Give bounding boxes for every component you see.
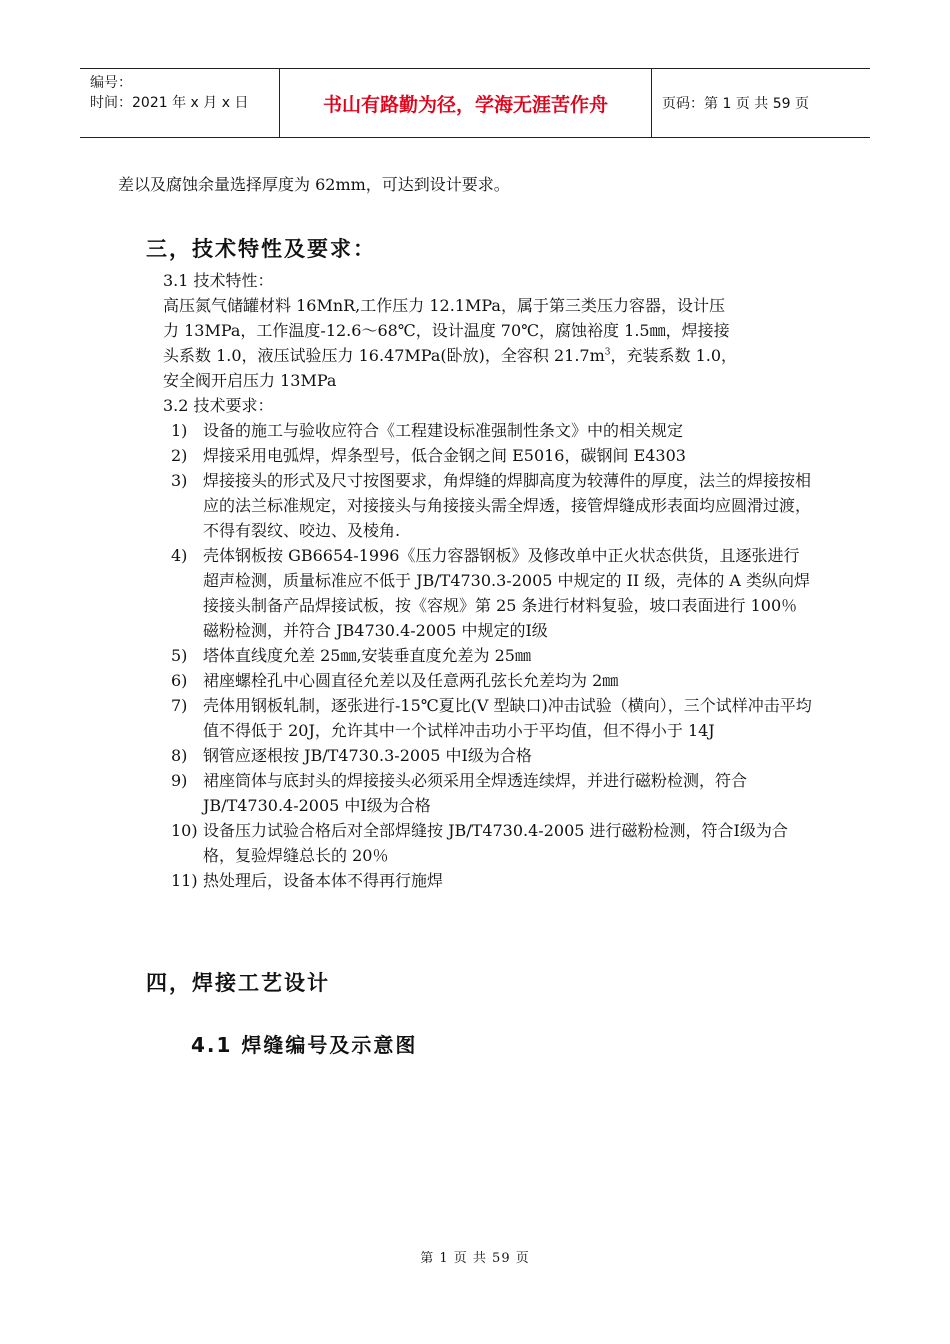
document-number-label: 编号： — [90, 75, 132, 91]
list-item — [163, 668, 813, 693]
spec-line-3 — [163, 343, 813, 368]
list-item-text: 裙座螺栓孔中心圆直径允差以及任意两孔弦长允差均为 2㎜ — [203, 671, 619, 690]
requirements-list — [163, 418, 813, 893]
document-date: 时间：2021 年 x 月 x 日 — [90, 95, 249, 111]
section-3-heading: 三，技术特性及要求： — [146, 237, 376, 261]
list-item — [163, 743, 813, 768]
intro-line: 差以及腐蚀余量选择厚度为 62mm，可达到设计要求。 — [118, 175, 510, 194]
list-item-text: 设备压力试验合格后对全部焊缝按 JB/T4730.4-2005 进行磁粉检测，符合Ⅰ级为合格，复验焊缝总长的 20％ — [203, 821, 788, 865]
list-item-text: 壳体钢板按 GB6654-1996《压力容器钢板》及修改单中正火状态供货，且逐张进行超声检测，质量标准应不低于 JB/T4730.3-2005 中规定的 II 级，壳体的 A 类纵向焊接接头制备产品焊接试板，按《容规》第 25 条进行材料复验，坡口表面进行 100％磁粉检测，并符合 JB4730.4-2005 中规定的Ⅰ级 — [203, 546, 811, 640]
list-item-number: 4) — [171, 546, 188, 565]
list-item — [163, 693, 813, 743]
list-item-number: 7) — [171, 696, 188, 715]
list-item — [163, 818, 813, 868]
volume-unit-exponent: 3 — [604, 347, 611, 358]
list-item-text: 塔体直线度允差 25㎜,安装垂直度允差为 25㎜ — [203, 646, 531, 665]
list-item-text: 壳体用钢板轧制，逐张进行-15℃夏比(V 型缺口)冲击试验（横向），三个试样冲击平均值不得低于 20J，允许其中一个试样冲击功小于平均值，但不得小于 14J — [203, 696, 812, 740]
list-item — [163, 768, 813, 818]
list-item-number: 11) — [171, 871, 198, 890]
page-footer: 第 1 页 共 59 页 — [420, 1251, 530, 1266]
list-item — [163, 543, 813, 643]
header-motto: 书山有路勤为径，学海无涯苦作舟 — [280, 69, 652, 137]
header-meta — [80, 69, 280, 137]
list-item-number: 6) — [171, 671, 188, 690]
list-item — [163, 643, 813, 668]
spec-line-3-text: 头系数 1.0，液压试验压力 16.47MPa(卧放)，全容积 21.7m — [163, 346, 605, 365]
spec-line-4: 安全阀开启压力 13MPa — [163, 371, 337, 390]
list-item-text: 焊接采用电弧焊，焊条型号，低合金钢之间 E5016，碳钢间 E4303 — [203, 446, 686, 465]
header-page-count: 页码：第 1 页 共 59 页 — [662, 96, 809, 112]
list-item-number: 2) — [171, 446, 188, 465]
spec-line-1: 高压氮气储罐材料 16MnR,工作压力 12.1MPa，属于第三类压力容器，设计压 — [163, 296, 725, 315]
list-item — [163, 418, 813, 443]
list-item-text: 钢管应逐根按 JB/T4730.3-2005 中Ⅰ级为合格 — [203, 746, 532, 765]
list-item-text: 焊接接头的形式及尺寸按图要求，角焊缝的焊脚高度为较薄件的厚度，法兰的焊接按相应的法兰标准规定，对接接头与角接接头需全焊透，接管焊缝成形表面均应圆滑过渡，不得有裂纹、咬边、及棱角. — [203, 471, 812, 540]
list-item-text: 热处理后，设备本体不得再行施焊 — [203, 871, 444, 890]
list-item-number: 8) — [171, 746, 188, 765]
section-4-heading: 四，焊接工艺设计 — [146, 971, 330, 995]
list-item-text: 裙座筒体与底封头的焊接接头必须采用全焊透连续焊，并进行磁粉检测，符合 JB/T4730.4-2005 中Ⅰ级为合格 — [203, 771, 748, 815]
fill-factor-text: ，充装系数 1.0， — [610, 346, 738, 365]
subsection-4-1-heading: 4.1 焊缝编号及示意图 — [191, 1033, 418, 1057]
list-item — [163, 443, 813, 468]
list-item-number: 10) — [171, 821, 198, 840]
list-item-number: 3) — [171, 471, 188, 490]
page-header — [80, 68, 870, 138]
subsection-3-2-title: 3.2 技术要求： — [163, 396, 274, 415]
list-item — [163, 468, 813, 543]
section-3-body — [163, 268, 813, 893]
subsection-3-1-title: 3.1 技术特性： — [163, 271, 274, 290]
list-item-number: 5) — [171, 646, 188, 665]
list-item-number: 1) — [171, 421, 188, 440]
list-item — [163, 868, 813, 893]
spec-line-2: 力 13MPa，工作温度-12.6～68℃，设计温度 70℃，腐蚀裕度 1.5㎜，焊接接 — [163, 321, 730, 340]
list-item-text: 设备的施工与验收应符合《工程建设标准强制性条文》中的相关规定 — [203, 421, 684, 440]
list-item-number: 9) — [171, 771, 188, 790]
